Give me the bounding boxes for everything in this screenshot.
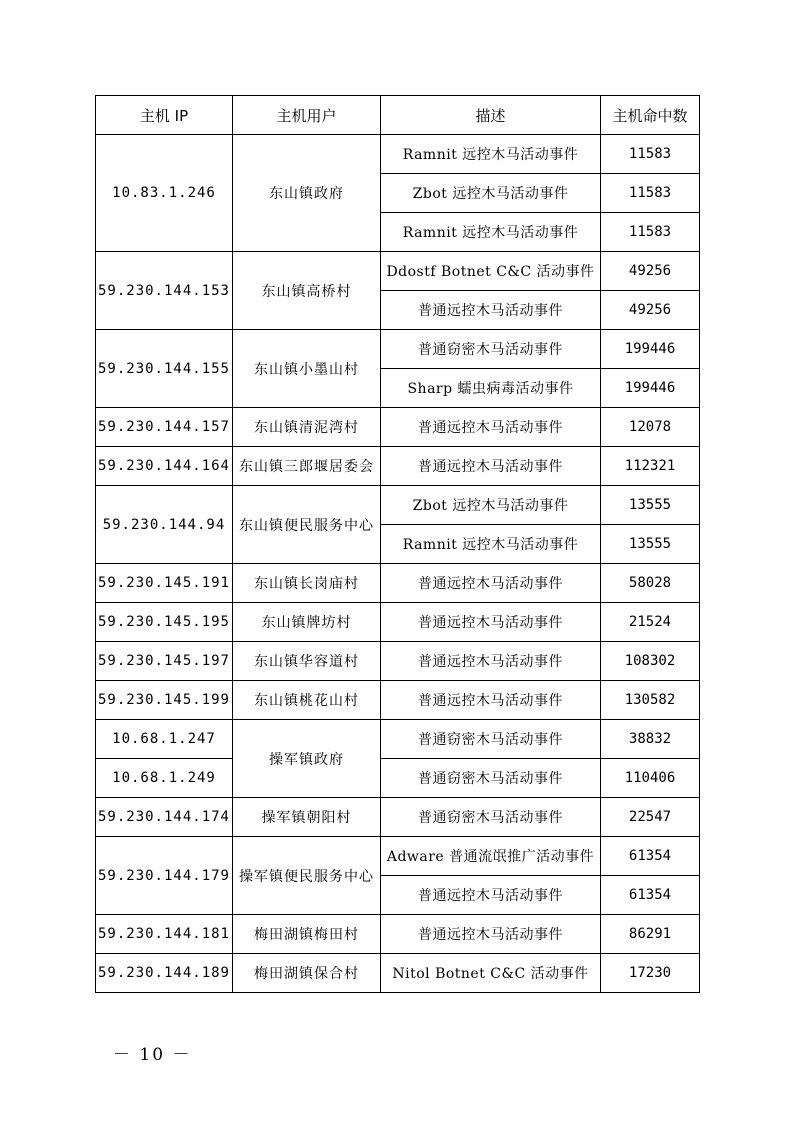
cell-ip: 59.230.145.195: [96, 603, 233, 642]
cell-user: 梅田湖镇梅田村: [233, 915, 381, 954]
cell-ip: 59.230.145.197: [96, 642, 233, 681]
cell-description: 普通远控木马活动事件: [381, 408, 601, 447]
header-hits: 主机命中数: [601, 96, 700, 135]
table-row: [96, 759, 700, 798]
header-user: 主机用户: [233, 96, 381, 135]
cell-description: Nitol Botnet C&C 活动事件: [381, 954, 601, 993]
table-row: [96, 681, 700, 720]
cell-hits: 130582: [601, 681, 700, 720]
cell-ip: 59.230.144.189: [96, 954, 233, 993]
cell-hits: 21524: [601, 603, 700, 642]
table-row: [96, 486, 700, 525]
cell-ip: 59.230.144.157: [96, 408, 233, 447]
cell-hits: 112321: [601, 447, 700, 486]
cell-ip: 59.230.144.181: [96, 915, 233, 954]
table-row: [96, 603, 700, 642]
cell-hits: 38832: [601, 720, 700, 759]
page-number: － 10 －: [113, 1045, 192, 1065]
cell-description: 普通窃密木马活动事件: [381, 798, 601, 837]
cell-user: 操军镇朝阳村: [233, 798, 381, 837]
cell-ip: 59.230.144.164: [96, 447, 233, 486]
cell-description: Adware 普通流氓推广活动事件: [381, 837, 601, 876]
cell-hits: 17230: [601, 954, 700, 993]
cell-hits: 49256: [601, 291, 700, 330]
header-description: 描述: [381, 96, 601, 135]
cell-description: Ramnit 远控木马活动事件: [381, 135, 601, 174]
cell-description: Sharp 蠕虫病毒活动事件: [381, 369, 601, 408]
table-row: [96, 408, 700, 447]
cell-user: 东山镇政府: [233, 135, 381, 252]
cell-description: 普通远控木马活动事件: [381, 447, 601, 486]
cell-user: 东山镇小墨山村: [233, 330, 381, 408]
cell-user: 东山镇桃花山村: [233, 681, 381, 720]
cell-description: Zbot 远控木马活动事件: [381, 174, 601, 213]
cell-ip: 10.68.1.249: [96, 759, 233, 798]
table-header-row: [96, 96, 700, 135]
cell-user: 操军镇政府: [233, 720, 381, 798]
cell-hits: 61354: [601, 876, 700, 915]
cell-ip: 59.230.145.191: [96, 564, 233, 603]
table-row: [96, 330, 700, 369]
table-row: [96, 447, 700, 486]
cell-user: 操军镇便民服务中心: [233, 837, 381, 915]
cell-ip: 59.230.145.199: [96, 681, 233, 720]
cell-hits: 110406: [601, 759, 700, 798]
cell-user: 东山镇便民服务中心: [233, 486, 381, 564]
cell-description: 普通远控木马活动事件: [381, 915, 601, 954]
cell-description: Ddostf Botnet C&C 活动事件: [381, 252, 601, 291]
cell-hits: 199446: [601, 369, 700, 408]
cell-description: 普通窃密木马活动事件: [381, 330, 601, 369]
cell-description: 普通远控木马活动事件: [381, 291, 601, 330]
cell-hits: 86291: [601, 915, 700, 954]
cell-hits: 58028: [601, 564, 700, 603]
cell-hits: 22547: [601, 798, 700, 837]
cell-hits: 11583: [601, 174, 700, 213]
cell-description: Ramnit 远控木马活动事件: [381, 525, 601, 564]
table-row: [96, 915, 700, 954]
cell-hits: 61354: [601, 837, 700, 876]
cell-ip: 59.230.144.179: [96, 837, 233, 915]
cell-description: 普通窃密木马活动事件: [381, 759, 601, 798]
cell-description: 普通窃密木马活动事件: [381, 720, 601, 759]
cell-description: Zbot 远控木马活动事件: [381, 486, 601, 525]
cell-user: 东山镇三郎堰居委会: [233, 447, 381, 486]
table-row: [96, 642, 700, 681]
cell-ip: 59.230.144.174: [96, 798, 233, 837]
cell-user: 东山镇牌坊村: [233, 603, 381, 642]
cell-hits: 13555: [601, 486, 700, 525]
cell-description: 普通远控木马活动事件: [381, 876, 601, 915]
cell-ip: 10.83.1.246: [96, 135, 233, 252]
table-row: [96, 798, 700, 837]
cell-hits: 199446: [601, 330, 700, 369]
cell-ip: 59.230.144.155: [96, 330, 233, 408]
table-row: [96, 837, 700, 876]
table-row: [96, 564, 700, 603]
cell-description: 普通远控木马活动事件: [381, 564, 601, 603]
cell-hits: 11583: [601, 135, 700, 174]
cell-hits: 11583: [601, 213, 700, 252]
cell-description: 普通远控木马活动事件: [381, 681, 601, 720]
cell-user: 梅田湖镇保合村: [233, 954, 381, 993]
table-row: [96, 954, 700, 993]
cell-user: 东山镇长岗庙村: [233, 564, 381, 603]
cell-hits: 13555: [601, 525, 700, 564]
cell-description: 普通远控木马活动事件: [381, 603, 601, 642]
cell-description: 普通远控木马活动事件: [381, 642, 601, 681]
cell-user: 东山镇清泥湾村: [233, 408, 381, 447]
cell-hits: 49256: [601, 252, 700, 291]
cell-hits: 12078: [601, 408, 700, 447]
header-ip: 主机 IP: [96, 96, 233, 135]
cell-user: 东山镇华容道村: [233, 642, 381, 681]
table-row: [96, 720, 700, 759]
cell-ip: 10.68.1.247: [96, 720, 233, 759]
cell-hits: 108302: [601, 642, 700, 681]
table-row: [96, 252, 700, 291]
host-events-table: [95, 95, 700, 993]
cell-ip: 59.230.144.94: [96, 486, 233, 564]
cell-description: Ramnit 远控木马活动事件: [381, 213, 601, 252]
table-row: [96, 135, 700, 174]
cell-user: 东山镇高桥村: [233, 252, 381, 330]
cell-ip: 59.230.144.153: [96, 252, 233, 330]
